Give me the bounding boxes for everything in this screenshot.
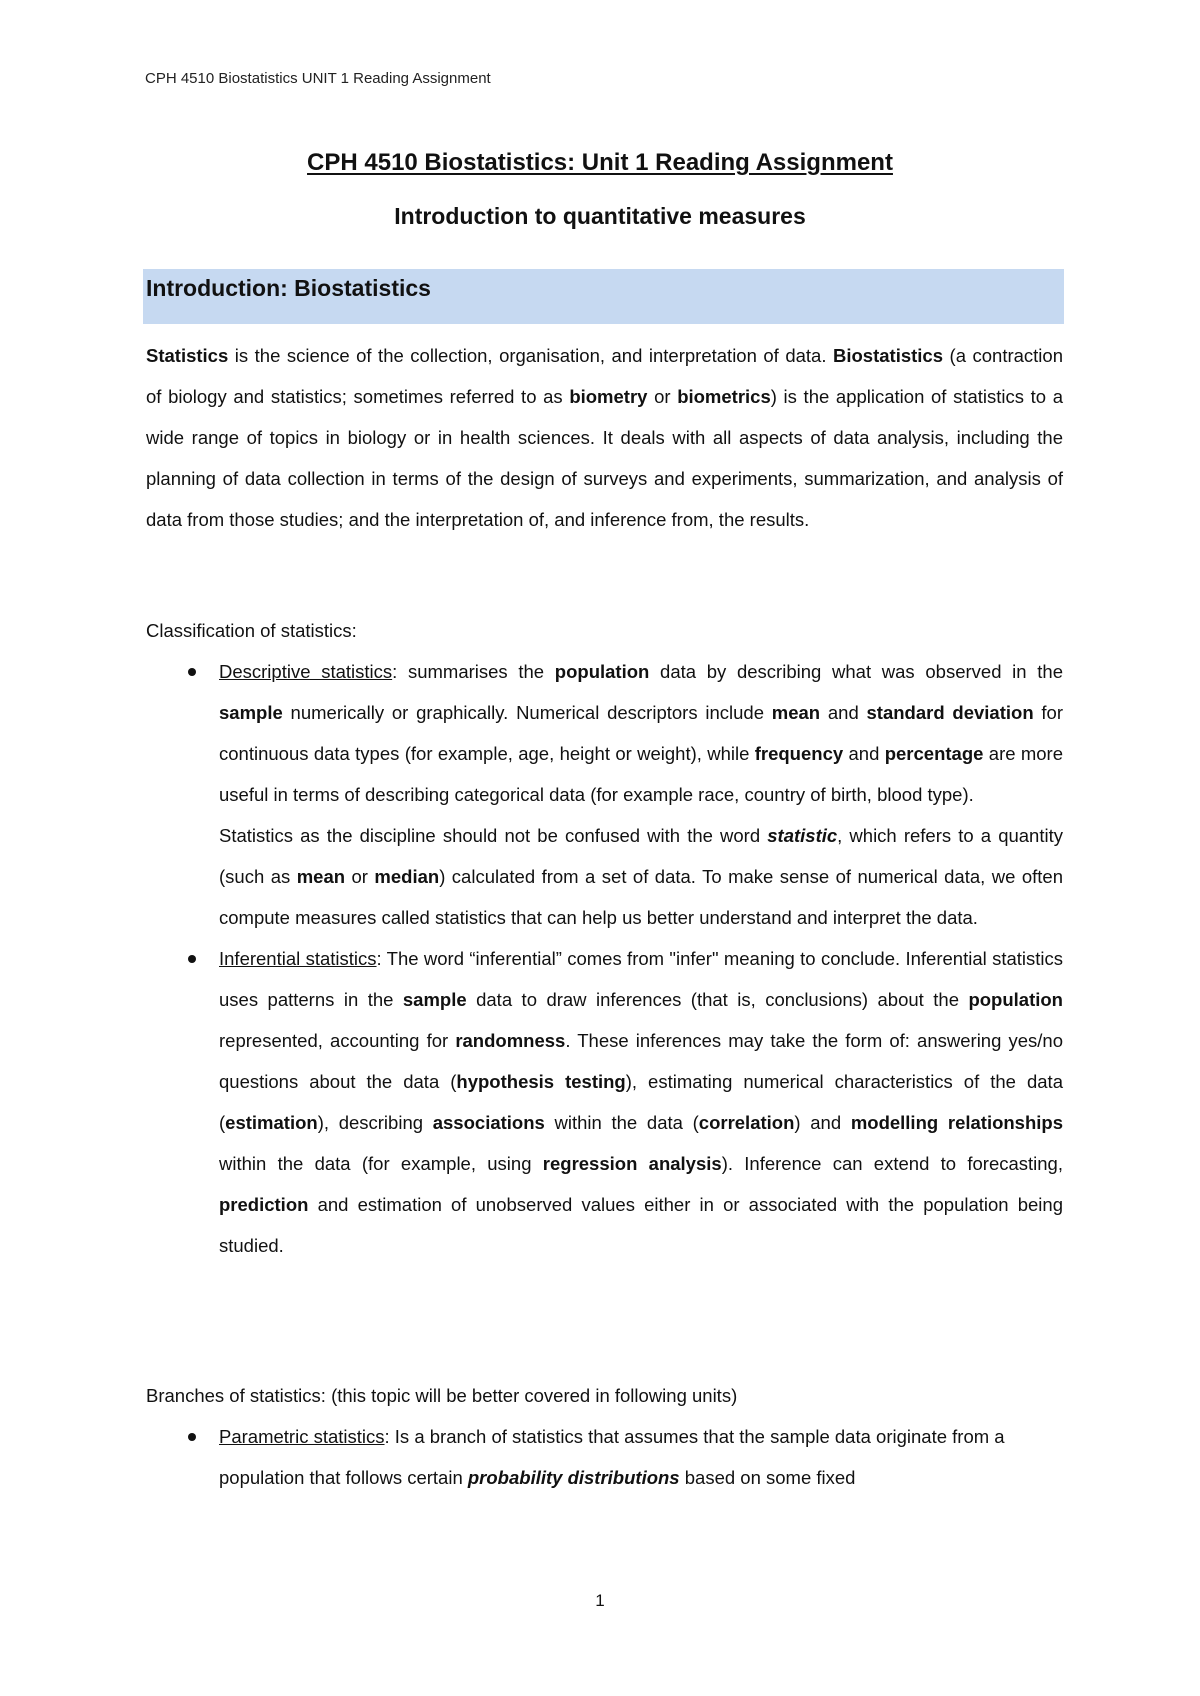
term-inferential-statistics: Inferential statistics [219, 948, 377, 969]
list-item-inferential: Inferential statistics: The word “inferential” comes from "infer" meaning to conclude. Inferential statistics uses patterns in the sample data to draw inferences (that is, conclusions) about the population represented, accounting for randomness. These inferences may take the form of: answering yes/no questions about the data (hypothesis testing), estimating numerical characteristics of the data (estimation), describing associations within the data (correlation) and modelling relationships within the data (for example, using regression analysis). Inference can extend to forecasting, prediction and estimation of unobserved values either in or associated with the population being studied. [146, 938, 1063, 1266]
bullet-icon [188, 955, 196, 963]
branches-list [146, 1416, 1063, 1498]
document-title: CPH 4510 Biostatistics: Unit 1 Reading Assignment [307, 149, 893, 176]
page-number: 1 [595, 1591, 605, 1610]
term-biometry: biometry [569, 386, 648, 407]
classification-list [146, 651, 1063, 1266]
intro-paragraph: Statistics is the science of the collection, organisation, and interpretation of data. Biostatistics (a contraction of biology and statistics; sometimes referred to as biometry or biometrics) is the application of statistics to a wide range of topics in biology or in health sciences. It deals with all aspects of data analysis, including the planning of data collection in terms of the design of surveys and experiments, summarization, and analysis of data from those studies; and the interpretation of, and inference from, the results. [146, 345, 1064, 530]
term-parametric-statistics: Parametric statistics [219, 1426, 385, 1447]
running-header: CPH 4510 Biostatistics UNIT 1 Reading Assignment [145, 70, 491, 87]
term-biometrics: biometrics [677, 386, 771, 407]
list-item-parametric: Parametric statistics: Is a branch of statistics that assumes that the sample data originate from a population that follows certain probability distributions based on some fixed [146, 1416, 1063, 1498]
term-descriptive-statistics: Descriptive statistics [219, 661, 393, 682]
statistic-note: Statistics as the discipline should not be confused with the word statistic, which refers to a quantity (such as mean or median) calculated from a set of data. To make sense of numerical data, we often compute measures called statistics that can help us better understand and interpret the data. [219, 825, 1064, 928]
classification-label: Classification of statistics: [146, 620, 357, 641]
bullet-icon [188, 668, 196, 676]
section-heading: Introduction: Biostatistics [146, 275, 431, 301]
branches-label: Branches of statistics: (this topic will be better covered in following units) [146, 1385, 738, 1406]
bullet-icon [188, 1433, 196, 1441]
term-statistics: Statistics [146, 345, 229, 366]
document-subtitle: Introduction to quantitative measures [394, 203, 806, 229]
list-item-descriptive: Descriptive statistics: summarises the population data by describing what was observed in the sample numerically or graphically. Numerical descriptors include mean and standard deviation for continuous data types (for example, age, height or weight), while frequency and percentage are more useful in terms of describing categorical data (for example race, country of birth, blood type). Statistics as the discipline should not be confused with the word statistic, which refers to a quantity (such as mean or median) calculated from a set of data. To make sense of numerical data, we often compute measures called statistics that can help us better understand and interpret the data. [146, 651, 1063, 938]
term-biostatistics: Biostatistics [833, 345, 944, 366]
